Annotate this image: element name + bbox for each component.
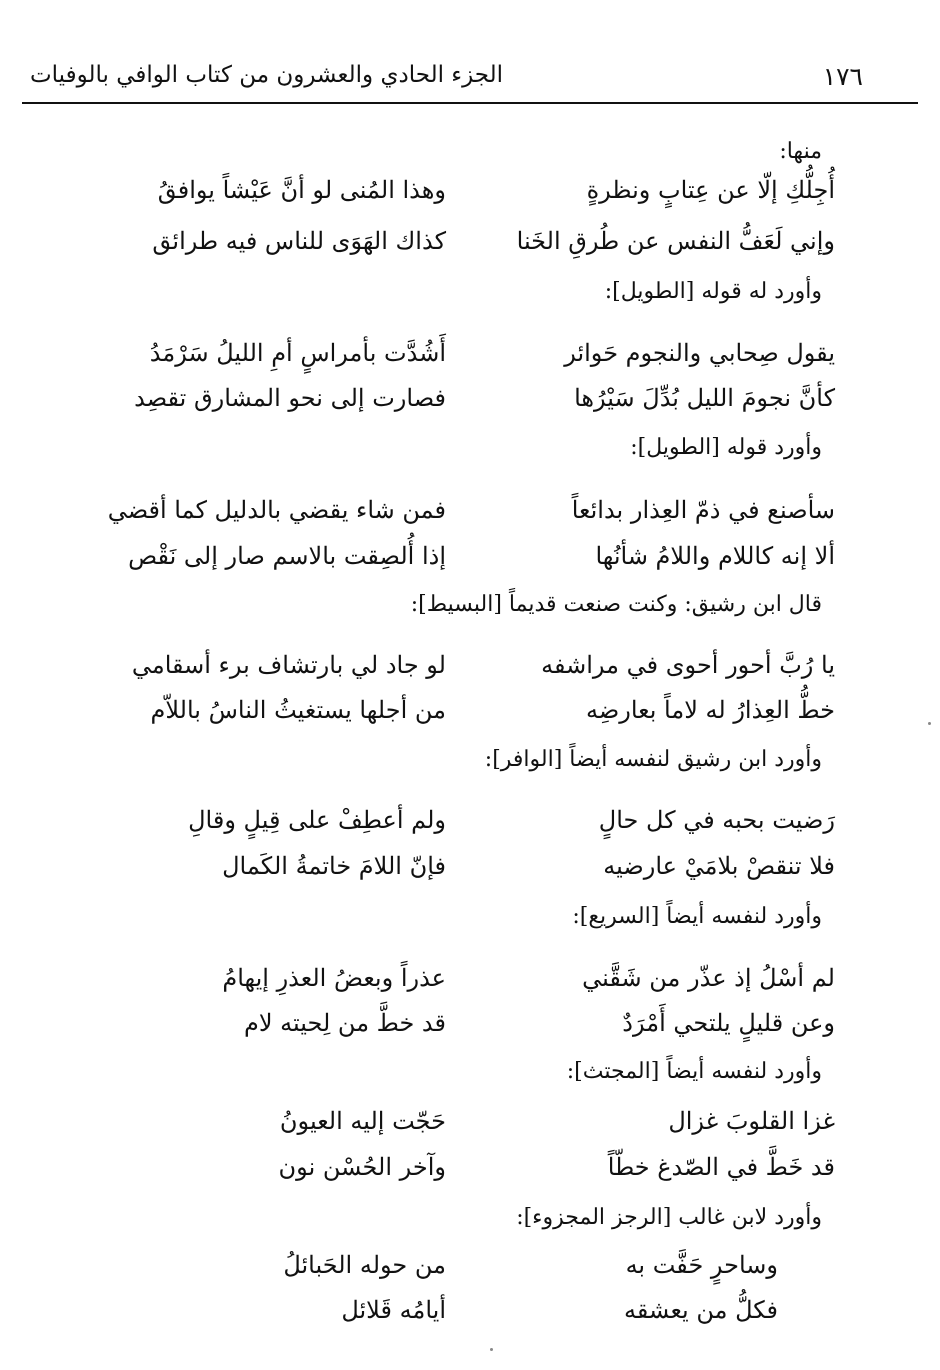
verse-first-hemistich: وإني لَعَفُّ النفس عن طُرقِ الخَنا bbox=[516, 227, 835, 255]
page-number: ١٧٦ bbox=[822, 62, 863, 91]
intro-line: وأورد لنفسه أيضاً [المجتث]: bbox=[566, 1059, 822, 1084]
verse-second-hemistich: فإنّ اللامَ خاتمةُ الكَمال bbox=[222, 852, 446, 880]
intro-line: وأورد لابن غالب [الرجز المجزوء]: bbox=[516, 1205, 822, 1230]
verse-first-hemistich: وساحرٍ حَفَّت به bbox=[625, 1251, 778, 1279]
verse-second-hemistich: قد خطَّ من لِحيته لام bbox=[243, 1009, 446, 1037]
verse-second-hemistich: من حوله الحَبائلُ bbox=[283, 1251, 446, 1279]
verse-first-hemistich: رَضيت بحبه في كل حالٍ bbox=[598, 806, 835, 834]
scan-speck bbox=[490, 1348, 493, 1351]
verse-second-hemistich: وآخر الحُسْن نون bbox=[278, 1153, 446, 1181]
verse-first-hemistich: لم أسْلُ إذ عذّر من شَقَّني bbox=[582, 964, 835, 992]
verse-second-hemistich: من أجلها يستغيثُ الناسُ باللاّم bbox=[150, 696, 446, 724]
verse-first-hemistich: غزا القلوبَ غزال bbox=[668, 1107, 835, 1135]
intro-line: قال ابن رشيق: وكنت صنعت قديماً [البسيط]: bbox=[410, 592, 822, 617]
intro-line: وأورد ابن رشيق لنفسه أيضاً [الوافر]: bbox=[484, 747, 822, 772]
verse-first-hemistich: أُجِلُّكِ إلّا عن عِتابٍ ونظرةٍ bbox=[586, 176, 835, 204]
verse-first-hemistich: خطُّ العِذارُ له لاماً بعارضِه bbox=[586, 696, 835, 724]
verse-first-hemistich: فلا تنقصْ بلامَيْ عارضيه bbox=[603, 852, 835, 880]
verse-second-hemistich: إذا أُلصِقت بالاسم صار إلى نَقْص bbox=[128, 542, 446, 570]
intro-line: وأورد قوله [الطويل]: bbox=[630, 435, 822, 460]
verse-first-hemistich: يقول صِحابي والنجوم حَوائر bbox=[564, 339, 835, 367]
verse-second-hemistich: كذاك الهَوَى للناس فيه طرائق bbox=[152, 227, 446, 255]
verse-second-hemistich: وهذا المُنى لو أنَّ عَيْشاً يوافقُ bbox=[157, 176, 446, 204]
verse-second-hemistich: أيامُه قَلائل bbox=[341, 1296, 446, 1324]
verse-first-hemistich: كأنَّ نجومَ الليل بُدِّلَ سَيْرُها bbox=[574, 384, 835, 412]
verse-second-hemistich: فصارت إلى نحو المشارق تقصِد bbox=[134, 384, 446, 412]
verse-second-hemistich: فمن شاء يقضي بالدليل كما أقضي bbox=[107, 496, 446, 524]
verse-first-hemistich: يا رُبَّ أحور أحوى في مراشفه bbox=[541, 651, 835, 679]
scan-speck bbox=[928, 722, 931, 725]
intro-line: وأورد له قوله [الطويل]: bbox=[604, 279, 822, 304]
verse-second-hemistich: عذراً وبعضُ العذرِ إيهامُ bbox=[222, 964, 446, 992]
verse-second-hemistich: لو جاد لي بارتشاف برء أسقامي bbox=[131, 651, 446, 679]
verse-second-hemistich: أَشُدَّت بأمراسٍ أمِ الليلُ سَرْمَدُ bbox=[149, 339, 446, 367]
verse-first-hemistich: ألا إنه كاللام واللامُ شأنُها bbox=[595, 542, 835, 570]
intro-line: منها: bbox=[779, 139, 822, 164]
verse-first-hemistich: فكلُّ من يعشقه bbox=[624, 1296, 778, 1324]
verse-second-hemistich: ولم أعطِفْ على قِيلٍ وقالِ bbox=[188, 806, 446, 834]
running-title: الجزء الحادي والعشرون من كتاب الوافي بالوفيات bbox=[30, 62, 504, 88]
verse-second-hemistich: حَجّت إليه العيونُ bbox=[279, 1107, 446, 1135]
verse-first-hemistich: سأصنع في ذمّ العِذار بدائعاً bbox=[571, 496, 835, 524]
intro-line: وأورد لنفسه أيضاً [السريع]: bbox=[572, 904, 822, 929]
verse-first-hemistich: وعن قليلٍ يلتحي أَمْرَدٌ bbox=[622, 1009, 835, 1037]
verse-first-hemistich: قد خَطَّ في الصّدغ خطّاً bbox=[607, 1153, 835, 1181]
